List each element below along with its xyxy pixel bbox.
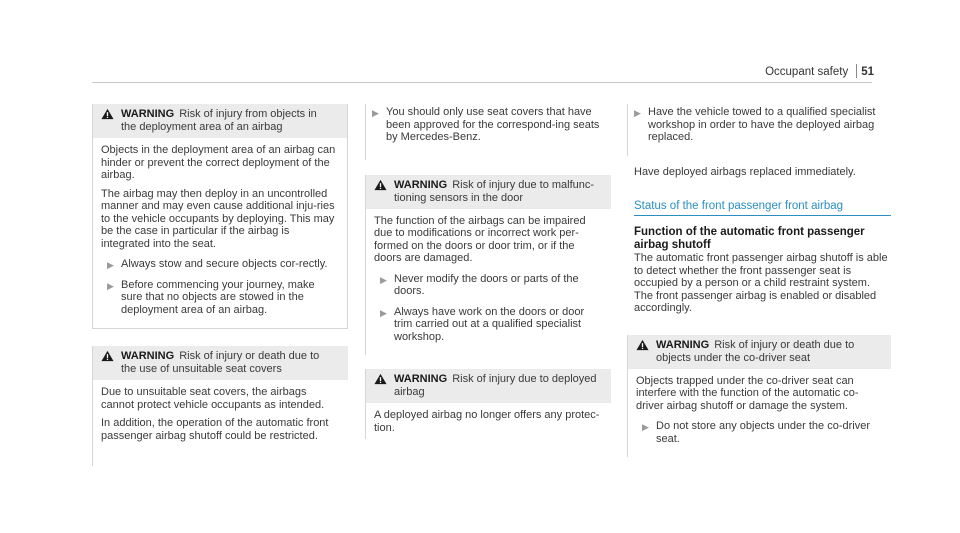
warning-triangle-icon <box>374 373 387 385</box>
list-item <box>366 106 611 144</box>
warning-triangle-icon <box>101 350 114 362</box>
warning-title: Risk of injury from objects in the deployment area of an airbag <box>121 108 317 133</box>
list-item-text: Always stow and secure objects cor-rectly. <box>121 258 328 270</box>
warning-body <box>93 380 348 454</box>
section-name: Occupant safety <box>765 66 849 78</box>
intro-bullet-block <box>627 104 891 156</box>
list-item-text: Have the vehicle towed to a qualified specialist workshop in order to have the deployed airbag replaced. <box>648 106 876 143</box>
list-item-text: You should only use seat covers that have been approved for the correspond-ing seats by Mercedes-Benz. <box>386 106 600 143</box>
list-item <box>628 106 891 144</box>
header-separator <box>856 64 857 78</box>
warning-triangle-icon <box>101 108 114 120</box>
header-rule <box>92 82 872 83</box>
warning-title: Risk of injury due to deployed airbag <box>394 373 597 398</box>
warning-paragraph: In addition, the operation of the automatic front passenger airbag shutoff could be restricted. <box>101 417 329 442</box>
column-1 <box>92 104 348 466</box>
warning-title: Risk of injury due to malfunc- tioning sensors in the door <box>394 178 595 204</box>
triangle-right-icon: ▶ <box>107 260 114 270</box>
warning-box-deployed-airbag <box>365 369 611 439</box>
page-header <box>765 64 874 78</box>
list-item-text: Always have work on the doors or door trim carried out at a qualified specialist workshop. <box>394 305 585 343</box>
list-item <box>101 279 339 317</box>
warning-header <box>366 369 611 403</box>
triangle-right-icon: ▶ <box>372 108 379 118</box>
body-text: The automatic front passenger airbag shutoff is able to detect whether the front passenger seat is occupied by a person or a child restraint system. The front passenger airbag is enabled or disabled accordingly. <box>634 252 888 314</box>
warning-label: WARNING <box>656 338 710 351</box>
warning-header <box>93 346 348 380</box>
list-item <box>374 306 603 344</box>
warning-box-seat-covers <box>92 346 348 466</box>
list-item <box>374 273 603 298</box>
section-title: Status of the front passenger front airbag <box>634 200 891 216</box>
warning-triangle-icon <box>636 339 649 351</box>
triangle-right-icon: ▶ <box>107 280 114 291</box>
intro-bullet-block <box>365 104 611 160</box>
column-3 <box>627 104 891 457</box>
page-number: 51 <box>861 66 874 78</box>
column-2 <box>365 104 611 439</box>
warning-paragraph: Objects in the deployment area of an airbag can hinder or prevent the correct deployment of the airbag. <box>101 144 336 181</box>
warning-header <box>93 104 347 138</box>
warning-body <box>93 138 347 328</box>
triangle-right-icon: ▶ <box>634 108 641 118</box>
warning-label: WARNING <box>121 350 175 362</box>
warning-label: WARNING <box>394 178 448 191</box>
warning-paragraph: The function of the airbags can be impaired due to modifications or incorrect work per-formed on the doors or door trim, or if the doors are damaged. <box>374 214 586 264</box>
triangle-right-icon: ▶ <box>380 274 387 285</box>
warning-paragraph: The airbag may then deploy in an uncontrolled manner and may even cause additional inju-ries to the vehicle occupants by deploying. This may be the case in particular if the airbag is integrated into the seat. <box>101 187 335 250</box>
warning-label: WARNING <box>394 373 448 385</box>
warning-box-codriver-seat <box>627 335 891 458</box>
replaced-text: Have deployed airbags replaced immediately. <box>634 165 856 178</box>
warning-body <box>366 403 611 446</box>
warning-body <box>366 209 611 356</box>
warning-triangle-icon <box>374 179 387 191</box>
warning-header <box>366 175 611 209</box>
warning-header <box>628 335 891 369</box>
warning-paragraph: A deployed airbag no longer offers any protec-tion. <box>374 409 600 434</box>
warning-label: WARNING <box>121 108 175 120</box>
list-item <box>636 420 883 445</box>
subsection-title: Function of the automatic front passenger airbag shutoff <box>634 226 865 251</box>
warning-paragraph: Objects trapped under the co-driver seat can interfere with the function of the automatic co-driver airbag shutoff or damage the system. <box>636 374 859 412</box>
list-item-text: Do not store any objects under the co-driver seat. <box>656 420 871 445</box>
list-item <box>101 258 339 271</box>
warning-box-door-sensors <box>365 175 611 356</box>
triangle-right-icon: ▶ <box>380 307 387 318</box>
list-item-text: Never modify the doors or parts of the doors. <box>394 272 579 297</box>
warning-body <box>628 369 891 458</box>
list-item-text: Before commencing your journey, make sure that no objects are stowed in the deployment area of an airbag. <box>121 278 315 316</box>
warning-title: Risk of injury or death due to objects under the co-driver seat <box>656 338 855 364</box>
warning-box-objects <box>92 104 348 329</box>
triangle-right-icon: ▶ <box>642 422 649 432</box>
warning-title: Risk of injury or death due to the use of unsuitable seat covers <box>121 350 320 375</box>
warning-paragraph: Due to unsuitable seat covers, the airbags cannot protect vehicle occupants as intended. <box>101 386 325 411</box>
